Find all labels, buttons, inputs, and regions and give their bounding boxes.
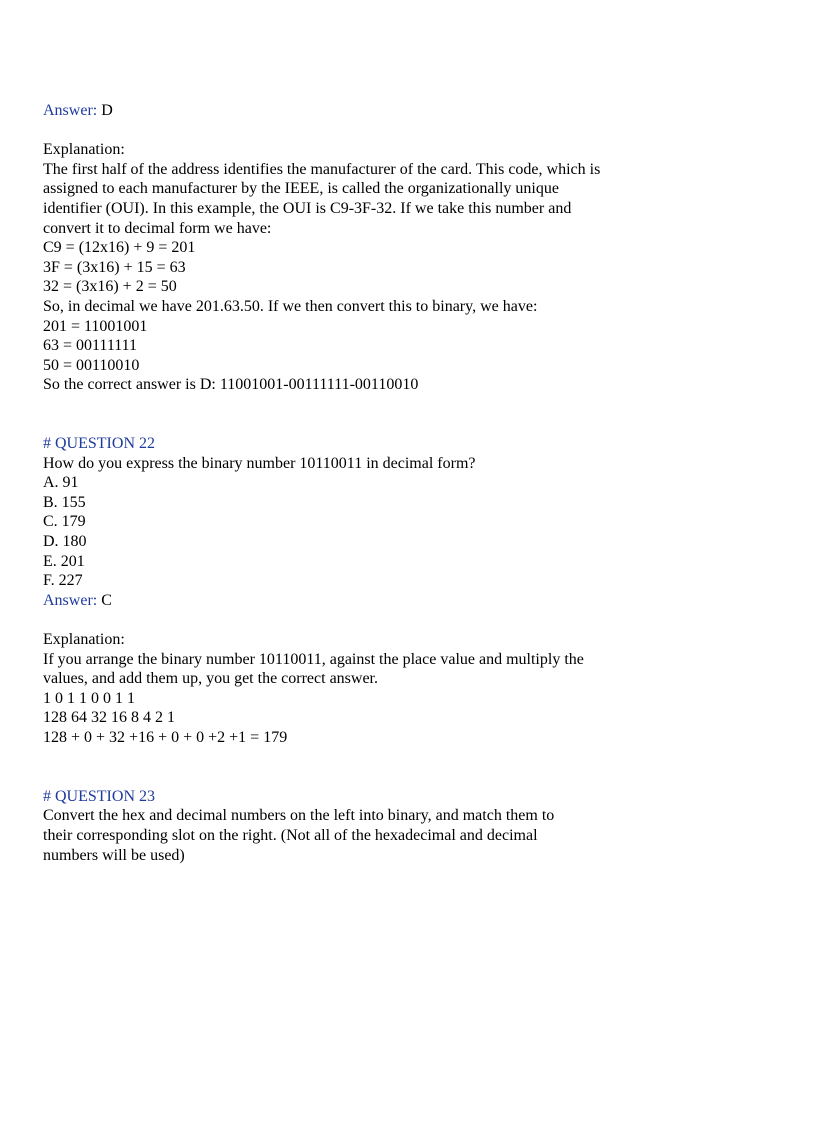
explanation-line: The first half of the address identifies the manufacturer of the card. This code, which is: [43, 160, 601, 178]
spacer: [43, 395, 683, 434]
option-f: F. 227: [43, 572, 83, 590]
answer-label: Answer:: [43, 102, 98, 119]
answer-value: C: [101, 591, 112, 609]
explanation-line: 128 + 0 + 32 +16 + 0 + 0 +2 +1 = 179: [43, 729, 288, 746]
spacer: [43, 748, 683, 787]
spacer: [43, 121, 683, 141]
question-22-heading: # QUESTION 22: [43, 435, 155, 453]
explanation-body: [43, 160, 683, 395]
answer-line: [43, 591, 683, 611]
explanation-line: 201 = 11001001: [43, 317, 148, 335]
explanation-line: C9 = (12x16) + 9 = 201: [43, 239, 196, 257]
option-b: B. 155: [43, 493, 86, 511]
spacer: [43, 610, 683, 630]
explanation-line: 3F = (3x16) + 15 = 63: [43, 258, 186, 276]
question-23-heading: # QUESTION 23: [43, 787, 155, 805]
answer-line: [43, 101, 683, 121]
explanation-line: 1 0 1 1 0 0 1 1: [43, 689, 135, 707]
explanation-heading: Explanation:: [43, 141, 125, 159]
answer-label: Answer:: [43, 591, 98, 609]
page-content: [43, 101, 683, 865]
option-a: A. 91: [43, 474, 79, 492]
question-23-text: their corresponding slot on the right. (Not all of the hexadecimal and decimal: [43, 826, 538, 844]
explanation-line: So, in decimal we have 201.63.50. If we then convert this to binary, we have:: [43, 297, 538, 315]
explanation-line: convert it to decimal form we have:: [43, 219, 272, 237]
explanation-heading: Explanation:: [43, 631, 125, 649]
option-e: E. 201: [43, 552, 85, 570]
explanation-line: identifier (OUI). In this example, the OUI is C9-3F-32. If we take this number and: [43, 199, 572, 217]
explanation-line: If you arrange the binary number 10110011, against the place value and multiply the: [43, 650, 584, 668]
question-23-text: Convert the hex and decimal numbers on the left into binary, and match them to: [43, 807, 555, 825]
explanation-line: values, and add them up, you get the correct answer.: [43, 670, 378, 688]
question-22-text: How do you express the binary number 10110011 in decimal form?: [43, 454, 476, 472]
explanation-line: 50 = 00110010: [43, 356, 140, 374]
question-23-text: numbers will be used): [43, 846, 185, 864]
explanation-line: So the correct answer is D: 11001001-00111111-00110010: [43, 376, 419, 394]
option-c: C. 179: [43, 513, 86, 531]
explanation-line: 128 64 32 16 8 4 2 1: [43, 709, 175, 727]
explanation-line: 63 = 00111111: [43, 337, 138, 355]
explanation-line: 32 = (3x16) + 2 = 50: [43, 278, 177, 296]
explanation-line: assigned to each manufacturer by the IEEE, is called the organizationally unique: [43, 180, 559, 198]
option-d: D. 180: [43, 533, 87, 551]
answer-value: D: [101, 102, 113, 119]
